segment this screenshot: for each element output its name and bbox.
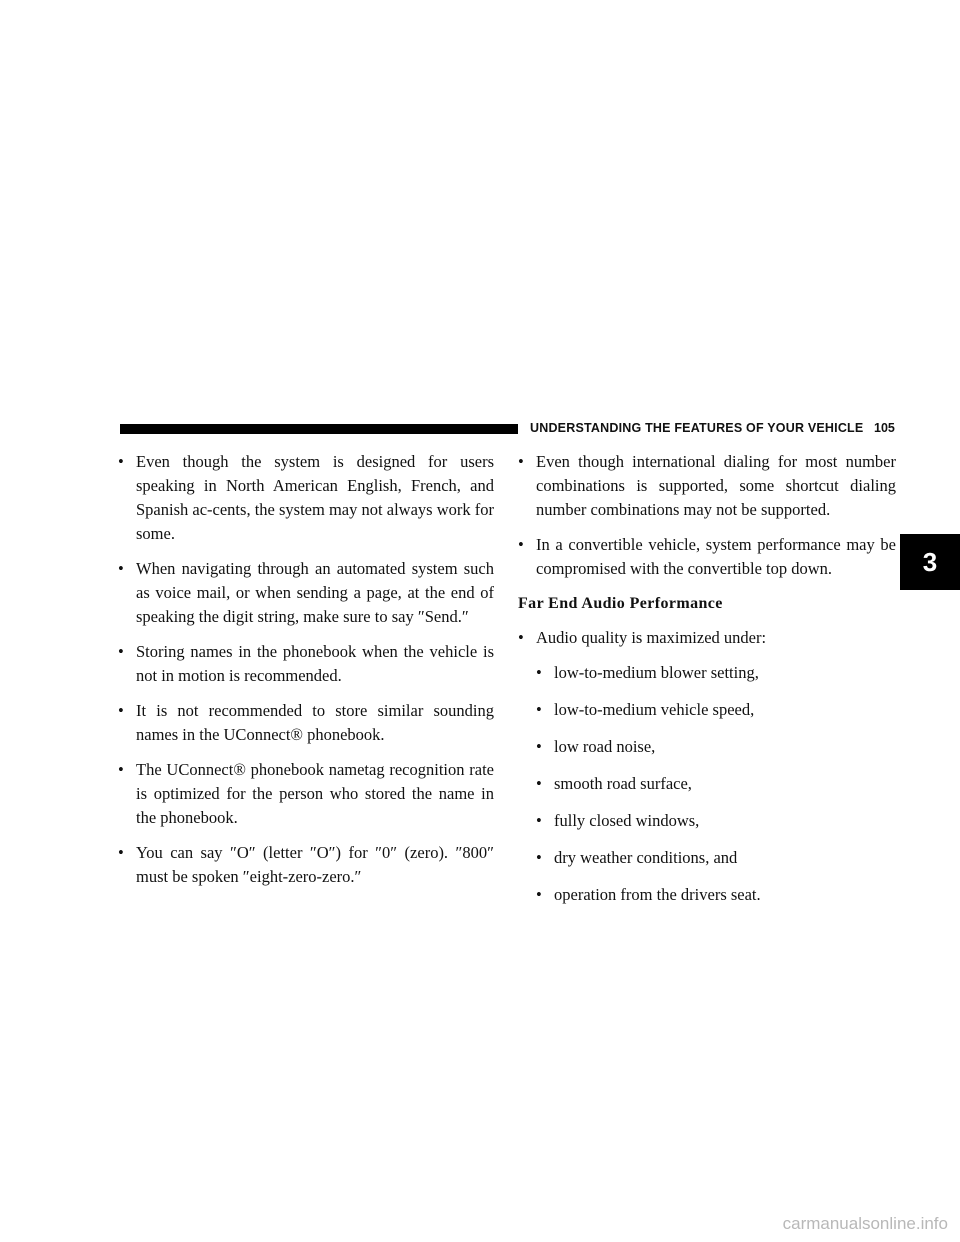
bullet-icon: •	[536, 700, 542, 719]
list-item	[118, 699, 494, 747]
bullet-text: The UConnect® phonebook nametag recognition rate is optimized for the person who stored the name in the phonebook.	[136, 760, 494, 827]
bullet-icon: •	[118, 559, 124, 578]
list-item	[118, 557, 494, 629]
bullet-text: Even though the system is designed for users speaking in North American English, French, and Spanish ac-cents, the system may not always work for some.	[136, 452, 494, 543]
bullet-icon: •	[118, 642, 124, 661]
right-column	[518, 450, 896, 920]
bullet-icon: •	[536, 848, 542, 867]
bullet-icon: •	[536, 811, 542, 830]
bullet-text: low-to-medium vehicle speed,	[554, 700, 755, 719]
bullet-text: Even though international dialing for most number combinations is supported, some shortcut dialing number combinations may not be supported.	[536, 452, 896, 519]
list-item	[518, 533, 896, 581]
list-item	[536, 809, 896, 833]
bullet-icon: •	[118, 843, 124, 862]
audio-list	[518, 626, 896, 650]
bullet-text: It is not recommended to store similar sounding names in the UConnect® phonebook.	[136, 701, 494, 744]
page-number: 105	[874, 421, 895, 435]
bullet-icon: •	[518, 452, 524, 471]
bullet-icon: •	[536, 737, 542, 756]
audio-conditions-list	[536, 661, 896, 907]
bullet-text: In a convertible vehicle, system performance may be compromised with the convertible top down.	[536, 535, 896, 578]
left-column	[118, 450, 494, 900]
bullet-text: fully closed windows,	[554, 811, 700, 830]
bullet-icon: •	[518, 628, 524, 647]
bullet-icon: •	[518, 535, 524, 554]
list-item	[518, 626, 896, 650]
bullet-icon: •	[118, 452, 124, 471]
section-heading: Far End Audio Performance	[518, 595, 723, 612]
bullet-text: smooth road surface,	[554, 774, 692, 793]
left-bullet-list	[118, 450, 494, 889]
list-item	[118, 841, 494, 889]
bullet-icon: •	[536, 663, 542, 682]
list-item	[118, 640, 494, 688]
running-header-title: UNDERSTANDING THE FEATURES OF YOUR VEHICLE	[530, 421, 864, 435]
bullet-icon: •	[118, 760, 124, 779]
watermark-text: carmanualsonline.info	[782, 1214, 948, 1233]
list-item	[118, 758, 494, 830]
list-item	[536, 698, 896, 722]
list-item	[536, 846, 896, 870]
right-bullet-list	[518, 450, 896, 581]
list-item	[536, 661, 896, 685]
bullet-icon: •	[536, 885, 542, 904]
header-rule	[120, 424, 518, 434]
list-item	[518, 450, 896, 522]
list-item	[536, 883, 896, 907]
bullet-text: dry weather conditions, and	[554, 848, 738, 867]
list-item	[536, 772, 896, 796]
bullet-text: low-to-medium blower setting,	[554, 663, 759, 682]
bullet-text: Storing names in the phonebook when the vehicle is not in motion is recommended.	[136, 642, 494, 685]
list-item	[118, 450, 494, 546]
bullet-text: When navigating through an automated system such as voice mail, or when sending a page, at the end of speaking the digit string, make sure to say ″Send.″	[136, 559, 494, 626]
bullet-text: Audio quality is maximized under:	[536, 628, 767, 647]
bullet-text: low road noise,	[554, 737, 656, 756]
bullet-icon: •	[536, 774, 542, 793]
bullet-icon: •	[118, 701, 124, 720]
chapter-tab: 3	[900, 534, 960, 590]
bullet-text: You can say ″O″ (letter ″O″) for ″0″ (zero). ″800″ must be spoken ″eight-zero-zero.″	[136, 843, 494, 886]
bullet-text: operation from the drivers seat.	[554, 885, 761, 904]
list-item	[536, 735, 896, 759]
